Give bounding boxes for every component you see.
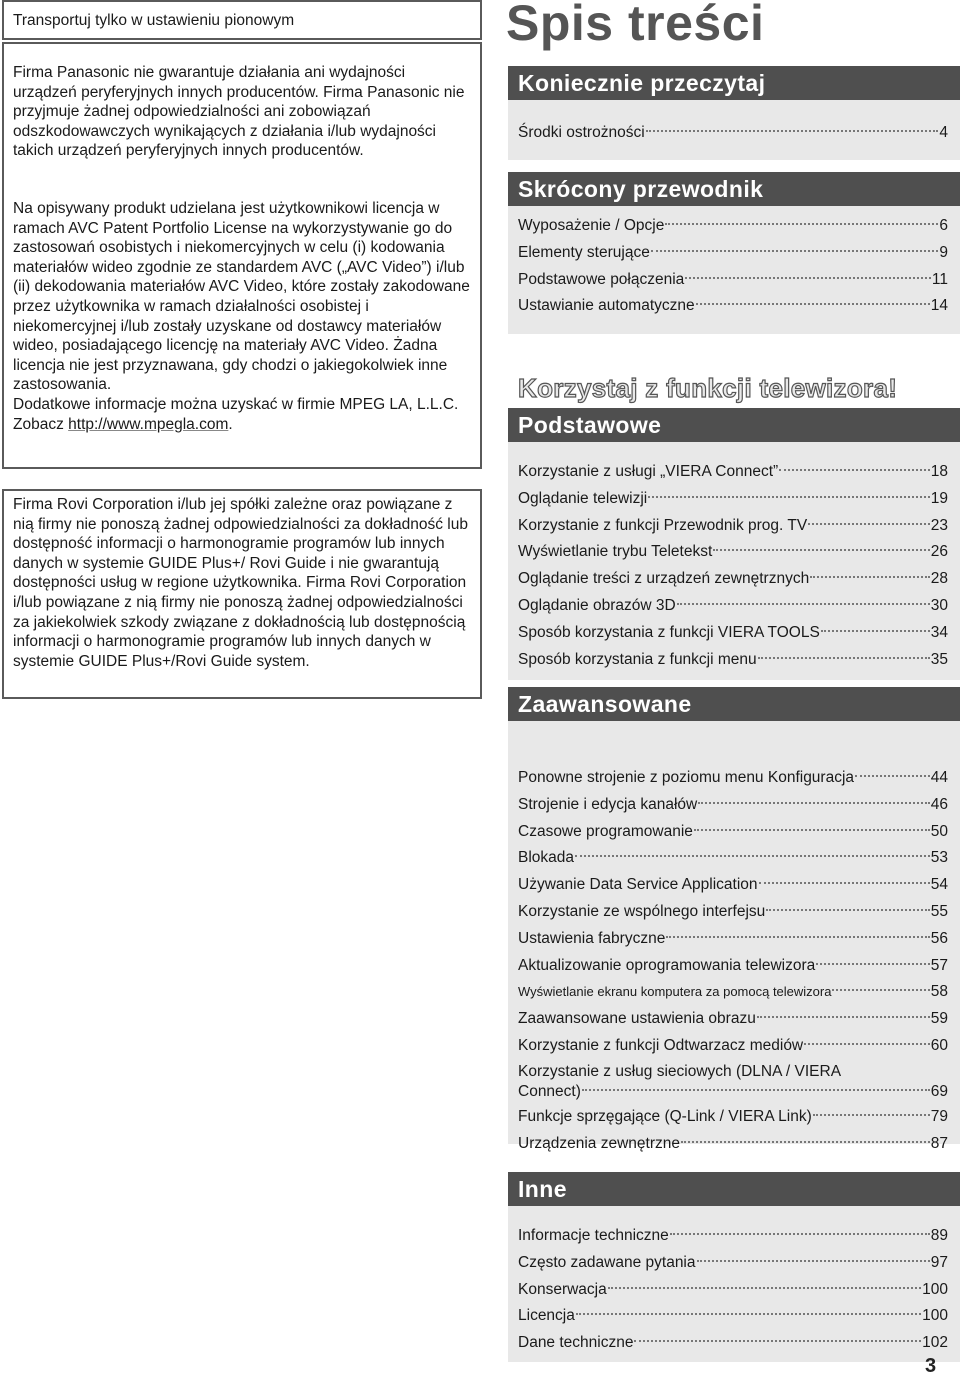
mpeg-info: Dodatkowe informacje można uzyskać w firmie MPEG LA, L.L.C. <box>13 395 459 413</box>
toc-entry[interactable] <box>508 1330 960 1357</box>
toc-entry[interactable] <box>508 647 960 674</box>
transport-note: Transportuj tylko w ustawieniu pionowym <box>13 12 295 29</box>
toc-entry-page: 35 <box>930 650 948 668</box>
toc-entry[interactable] <box>508 899 960 926</box>
dot-leader <box>677 603 930 605</box>
toc-entry-page: 69 <box>930 1082 948 1100</box>
toc-entry-label: Oglądanie obrazów 3D <box>518 596 676 614</box>
toc-entry[interactable] <box>508 845 960 872</box>
toc-entry-page: 18 <box>930 463 948 480</box>
toc-entry-label: Urządzenia zewnętrzne <box>518 1134 680 1152</box>
dot-leader <box>634 1340 921 1342</box>
toc-entry-page: 4 <box>939 124 948 141</box>
toc-entry-label: Strojenie i edycja kanałów <box>518 795 698 813</box>
toc-entry-page: 102 <box>922 1334 948 1352</box>
toc-entry[interactable] <box>508 926 960 953</box>
dot-leader <box>582 1089 930 1091</box>
section-heading: Skrócony przewodnik <box>508 172 960 206</box>
section-must-read <box>508 66 960 160</box>
toc-entry-page: 14 <box>930 297 948 315</box>
dot-leader <box>666 936 929 938</box>
toc-entry[interactable] <box>508 293 960 320</box>
dot-leader <box>698 802 930 804</box>
dot-leader <box>576 1313 921 1315</box>
toc-entry-page: 11 <box>931 270 948 288</box>
toc-entry[interactable] <box>508 1033 960 1060</box>
dot-leader <box>832 989 929 991</box>
toc-entry[interactable] <box>508 819 960 846</box>
toc-entry-page: 54 <box>930 876 948 894</box>
dot-leader <box>646 130 939 132</box>
toc-entry-label: Dane techniczne <box>518 1334 634 1352</box>
mpegla-link[interactable]: http://www.mpegla.com <box>68 415 229 433</box>
dot-leader <box>757 1016 930 1018</box>
toc-entry-label: Wyświetlanie ekranu komputera za pomocą telewizora <box>518 984 832 1000</box>
dot-leader <box>779 469 930 471</box>
toc-entry-page: 89 <box>930 1227 948 1244</box>
mpeg-link-line <box>13 415 471 435</box>
toc-entry[interactable] <box>508 513 960 540</box>
toc-entry[interactable] <box>508 765 960 792</box>
toc-entry[interactable] <box>508 872 960 899</box>
dot-leader <box>697 1260 930 1262</box>
toc-entry[interactable] <box>508 593 960 620</box>
toc-entries <box>508 206 960 320</box>
toc-entry-label: Ustawianie automatyczne <box>518 297 695 315</box>
toc-entry-label-cont: Connect) <box>518 1082 581 1100</box>
toc-entries <box>508 1206 960 1357</box>
dot-leader <box>696 303 930 305</box>
dot-leader <box>608 1287 921 1289</box>
toc-entry[interactable] <box>508 539 960 566</box>
toc-entry[interactable] <box>508 1131 960 1158</box>
dot-leader <box>813 1114 930 1116</box>
toc-entry-page: 58 <box>930 983 948 1001</box>
toc-entry-page: 97 <box>930 1253 948 1271</box>
toc-entry[interactable] <box>508 213 960 240</box>
toc-entry-page: 87 <box>930 1134 948 1152</box>
toc-entry-label: Konserwacja <box>518 1280 607 1298</box>
section-quick-guide <box>508 172 960 334</box>
toc-entry-page: 6 <box>939 217 948 234</box>
dot-leader <box>759 882 930 884</box>
dot-leader <box>816 963 930 965</box>
toc-entry[interactable] <box>508 792 960 819</box>
toc-entry-page: 50 <box>930 822 948 840</box>
dot-leader <box>810 576 930 578</box>
toc-entry[interactable] <box>508 620 960 647</box>
dot-leader <box>713 549 929 551</box>
toc-entry-label: Często zadawane pytania <box>518 1253 696 1271</box>
toc-entry-page: 60 <box>930 1036 948 1054</box>
toc-entry-page: 53 <box>930 849 948 867</box>
toc-entry[interactable] <box>508 566 960 593</box>
toc-entry-page: 57 <box>930 956 948 974</box>
section-heading: Podstawowe <box>508 408 960 442</box>
rovi-disclaimer: Firma Rovi Corporation i/lub jej spółki zależne oraz powiązane z nią firmy nie ponoszą żadnej odpowiedzialności za dokładność lub dostępność informacji o harmonogramie programów lub innych danych w systemie GUIDE Plus+/ Rovi Guide i nie gwarantują dostępności usług w regione użytkownika. Firma Rovi Corporation i/lub powiązane z nią firmy nie ponoszą żadnej odpowiedzialności za jakiekolwiek szkody związane z dokładnością lub dostępnością informacji o harmonogramie programów lub innych danych w systemie GUIDE Plus+/Rovi Guide system. <box>13 496 468 670</box>
dot-leader <box>575 855 930 857</box>
section-heading: Inne <box>508 1172 960 1206</box>
page-number: 3 <box>925 1355 937 1377</box>
toc-entry[interactable] <box>508 267 960 294</box>
toc-entry-label: Licencja <box>518 1307 575 1325</box>
toc-entry-page: 23 <box>930 516 948 534</box>
dot-leader <box>685 277 931 279</box>
avc-licence-text: Na opisywany produkt udzielana jest użytkownikowi licencja w ramach AVC Patent Portfolio License na wykorzystywanie go do zastosowań osobistych i niekomercyjnych w celu (i) kodowania materiałów wideo zgodnie ze standardem AVC („AVC Video”) i/lub (ii) dekodowania materiałów AVC Video, które zostały zakodowane przez użytkownika w ramach działalności osobistej i niekomercyjnej i/lub zostały uzyskane od dostawcy materiałów wideo, posiadającego licencję na materiały AVC Video. Żadna licencja nie jest przyznawana, gdy chodzi o jakiegokolwiek inne zastosowania. <box>13 199 470 394</box>
section-basic <box>508 408 960 680</box>
dot-leader <box>758 657 930 659</box>
toc-entry-label: Wyposażenie / Opcje <box>518 217 665 234</box>
dot-leader <box>804 1043 930 1045</box>
toc-entry-page: 55 <box>930 902 948 920</box>
toc-entry-page: 59 <box>930 1010 948 1028</box>
toc-entry[interactable] <box>508 1277 960 1304</box>
toc-entry-label: Sposób korzystania z funkcji VIERA TOOLS <box>518 623 820 641</box>
toc-entry-label: Informacje techniczne <box>518 1227 669 1244</box>
toc-entry-label: Blokada <box>518 849 575 867</box>
toc-entry-label: Wyświetlanie trybu Teletekst <box>518 543 713 561</box>
toc-entry-page: 28 <box>930 570 948 588</box>
toc-entry-label: Korzystanie z usługi „VIERA Connect” <box>518 463 779 480</box>
toc-entries <box>508 721 960 1157</box>
toc-entry-page: 19 <box>930 489 948 507</box>
toc-entry-label: Korzystanie ze wspólnego interfejsu <box>518 902 766 920</box>
toc-entry-label: Aktualizowanie oprogramowania telewizora <box>518 956 816 974</box>
toc-entry-label: Oglądanie treści z urządzeń zewnętrznych <box>518 570 810 588</box>
enjoy-tv-title: Korzystaj z funkcji telewizora! <box>518 373 898 403</box>
toc-entry[interactable] <box>508 120 960 147</box>
section-advanced <box>508 687 960 1152</box>
toc-title: Spis treści <box>506 0 765 51</box>
toc-entry-label: Oglądanie telewizji <box>518 489 648 507</box>
toc-entry-label: Ponowne strojenie z poziomu menu Konfiguracja <box>518 769 855 786</box>
dot-leader <box>808 523 930 525</box>
toc-entry-label: Środki ostrożności <box>518 124 645 141</box>
toc-entry[interactable] <box>508 459 960 486</box>
toc-entry[interactable] <box>508 1303 960 1330</box>
see-prefix: Zobacz <box>13 415 69 433</box>
toc-entry-label: Zaawansowane ustawienia obrazu <box>518 1010 756 1028</box>
section-other <box>508 1172 960 1362</box>
toc-entry[interactable] <box>508 486 960 513</box>
toc-entry-page: 26 <box>930 543 948 561</box>
toc-entry[interactable] <box>508 953 960 980</box>
toc-entry-page: 30 <box>930 596 948 614</box>
section-heading: Koniecznie przeczytaj <box>508 66 960 100</box>
dot-leader <box>694 829 930 831</box>
toc-entry-page: 56 <box>930 929 948 947</box>
toc-entry[interactable] <box>508 1250 960 1277</box>
toc-entry-label: Podstawowe połączenia <box>518 270 685 288</box>
licence-notice-box <box>2 42 482 469</box>
toc-entry-label: Sposób korzystania z funkcji menu <box>518 650 757 668</box>
toc-entry[interactable] <box>508 979 960 1006</box>
dot-leader <box>681 1141 930 1143</box>
toc-entry-page: 46 <box>930 795 948 813</box>
dot-leader <box>670 1233 930 1235</box>
rovi-notice-box <box>2 489 482 699</box>
toc-entry-page: 100 <box>922 1280 948 1298</box>
dot-leader <box>855 775 930 777</box>
toc-entry-label: Korzystanie z funkcji Odtwarzacz mediów <box>518 1036 804 1054</box>
toc-entries <box>508 100 960 147</box>
toc-entry-label: Używanie Data Service Application <box>518 876 758 894</box>
dot-leader <box>665 223 938 225</box>
toc-entry[interactable] <box>508 1006 960 1033</box>
toc-entry-label: Funkcje sprzęgające (Q-Link / VIERA Link) <box>518 1107 812 1125</box>
section-heading: Zaawansowane <box>508 687 960 721</box>
see-suffix: . <box>228 415 233 433</box>
dot-leader <box>821 630 930 632</box>
toc-entry-label: Elementy sterujące <box>518 243 650 261</box>
toc-entry-page: 34 <box>930 623 948 641</box>
toc-entry-page: 9 <box>939 243 948 261</box>
toc-entry-page: 100 <box>922 1307 948 1325</box>
toc-entries <box>508 442 960 673</box>
transport-note-box <box>2 0 482 40</box>
toc-entry-page: 79 <box>930 1107 948 1125</box>
toc-entry-label: Korzystanie z funkcji Przewodnik prog. TV <box>518 516 808 534</box>
toc-entry-page: 44 <box>930 769 948 786</box>
dot-leader <box>648 496 930 498</box>
dot-leader <box>766 909 929 911</box>
toc-entry-label: Korzystanie z usług sieciowych (DLNA / VIERA <box>518 1062 842 1080</box>
toc-entry-label: Czasowe programowanie <box>518 822 693 840</box>
toc-entry[interactable] <box>508 1104 960 1131</box>
toc-entry[interactable] <box>508 1060 960 1104</box>
toc-entry-second-line <box>518 1082 948 1102</box>
toc-entry[interactable] <box>508 240 960 267</box>
dot-leader <box>651 250 939 252</box>
toc-entry-label: Ustawienia fabryczne <box>518 929 666 947</box>
toc-entry[interactable] <box>508 1223 960 1250</box>
panasonic-disclaimer: Firma Panasonic nie gwarantuje działania ani wydajności urządzeń peryferyjnych innych producentów. Firma Panasonic nie przyjmuje żadnej odpowiedzialności ani zobowiązań odszkodowawczych wynikających z działania i/lub wydajności takich urządzeń peryferyjnych innych producentów. <box>13 64 465 160</box>
